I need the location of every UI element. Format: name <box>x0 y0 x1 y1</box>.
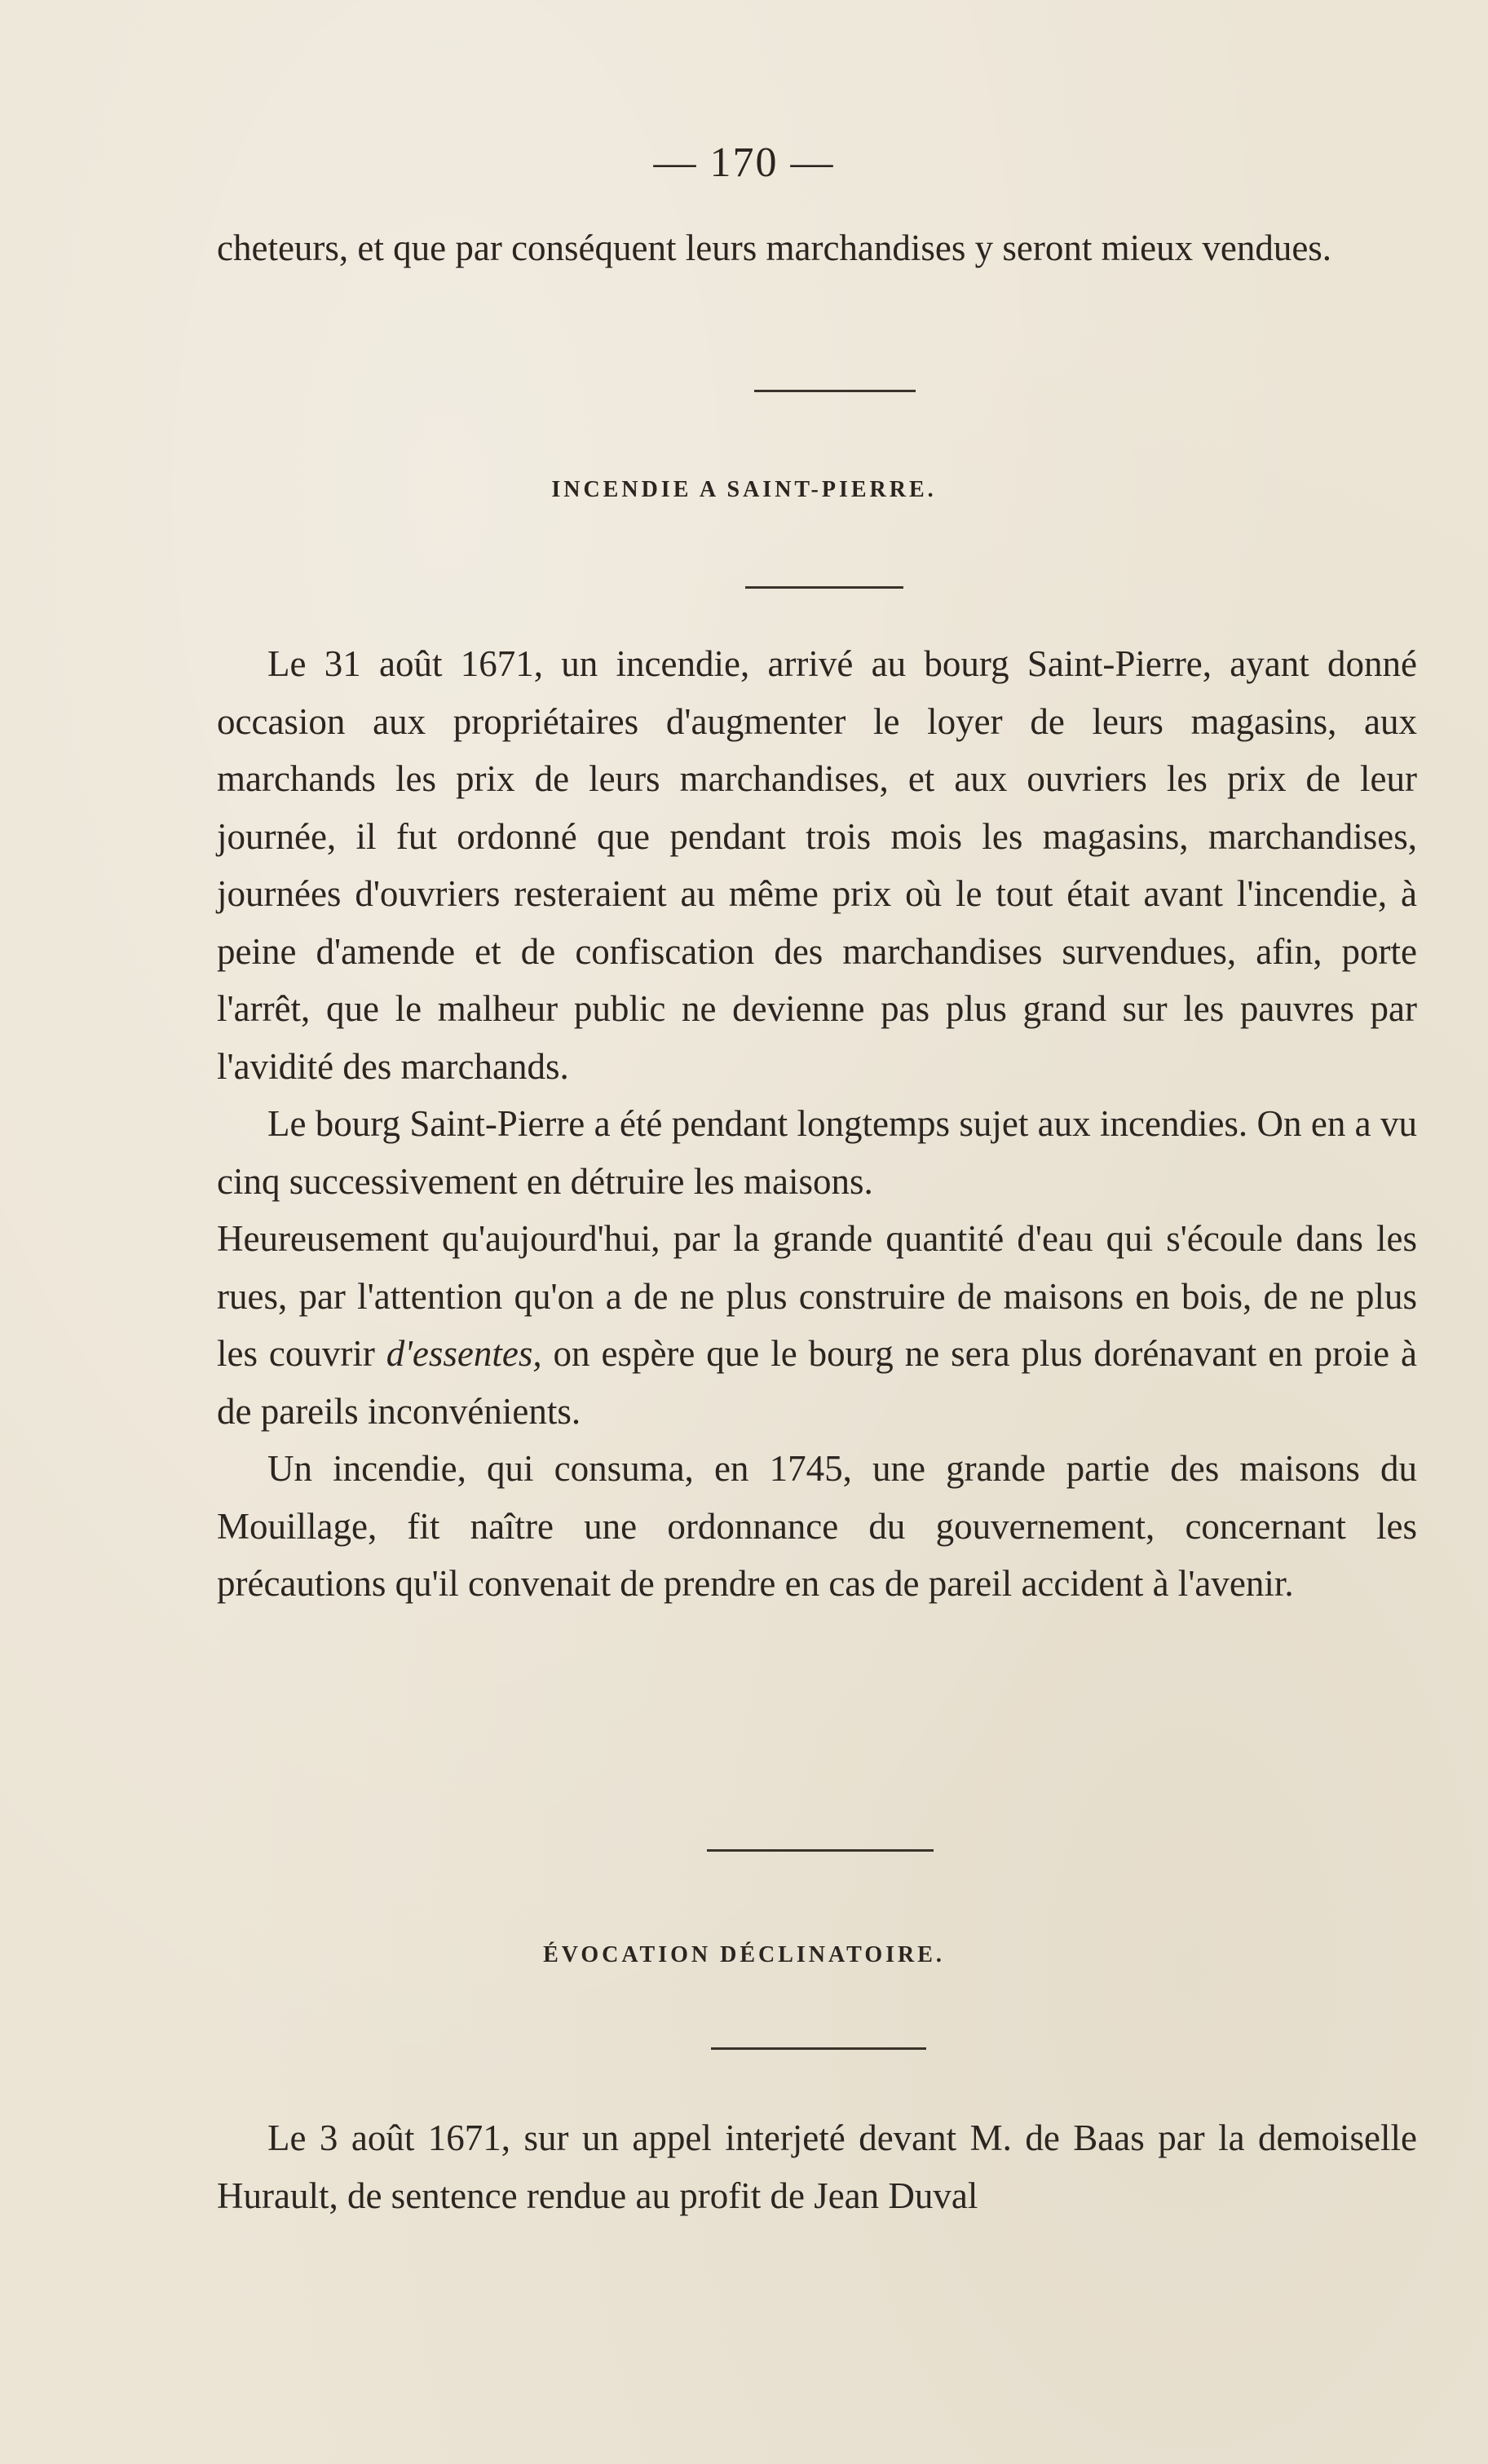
continuation-paragraph <box>217 219 1417 277</box>
section-rule-top <box>754 390 916 392</box>
paragraph: Un incendie, qui consuma, en 1745, une grande partie des maisons du Mouillage, fit naître une ordonnance du gouvernement, concernant les précautions qu'il convenait de prendre en cas de pareil accident à l'avenir. <box>217 1448 1417 1604</box>
italic-term: d'essentes, <box>386 1333 542 1374</box>
page-number: — 170 — <box>653 139 835 186</box>
section-rule-bottom <box>711 2047 926 2050</box>
section-body-incendie <box>217 635 1417 1613</box>
paragraph-text: Heureusement qu'aujourd'hui, par la grande quantité d'eau qui s'écoule dans les rues, par l'attention qu'on a de ne plus construire de maisons en bois, de ne plus les couvrir <box>217 1218 1417 1374</box>
section-body-evocation <box>217 2109 1417 2224</box>
paragraph: Le 31 août 1671, un incendie, arrivé au bourg Saint-Pierre, ayant donné occasion aux propriétaires d'augmenter le loyer de leurs magasins, aux marchands les prix de leurs marchandises, et aux ouvriers les prix de leur journée, il fut ordonné que pendant trois mois les magasins, marchandises, journées d'ouvriers resteraient au même prix où le tout était avant l'incendie, à peine d'amende et de confiscation des marchandises survendues, afin, porte l'arrêt, que le malheur public ne devienne pas plus grand sur les pauvres par l'avidité des marchands. <box>217 643 1417 1087</box>
paragraph: Le 3 août 1671, sur un appel interjeté devant M. de Baas par la demoiselle Hurault, de sentence rendue au profit de Jean Duval <box>217 2117 1417 2216</box>
section-title-incendie: INCENDIE A SAINT-PIERRE. <box>551 477 937 502</box>
section-rule-top <box>707 1849 934 1852</box>
paragraph <box>217 1210 1417 1440</box>
section-rule-bottom <box>745 586 903 589</box>
paragraph: Le bourg Saint-Pierre a été pendant longtemps sujet aux incendies. On en a vu cinq successivement en détruire les maisons. <box>217 1103 1417 1202</box>
paragraph-text: on espère que le bourg ne sera plus dorénavant en proie à de pareils inconvénients. <box>217 1333 1417 1432</box>
paragraph: cheteurs, et que par conséquent leurs marchandises y seront mieux vendues. <box>217 227 1332 268</box>
section-title-evocation: ÉVOCATION DÉCLINATOIRE. <box>543 1942 945 1967</box>
